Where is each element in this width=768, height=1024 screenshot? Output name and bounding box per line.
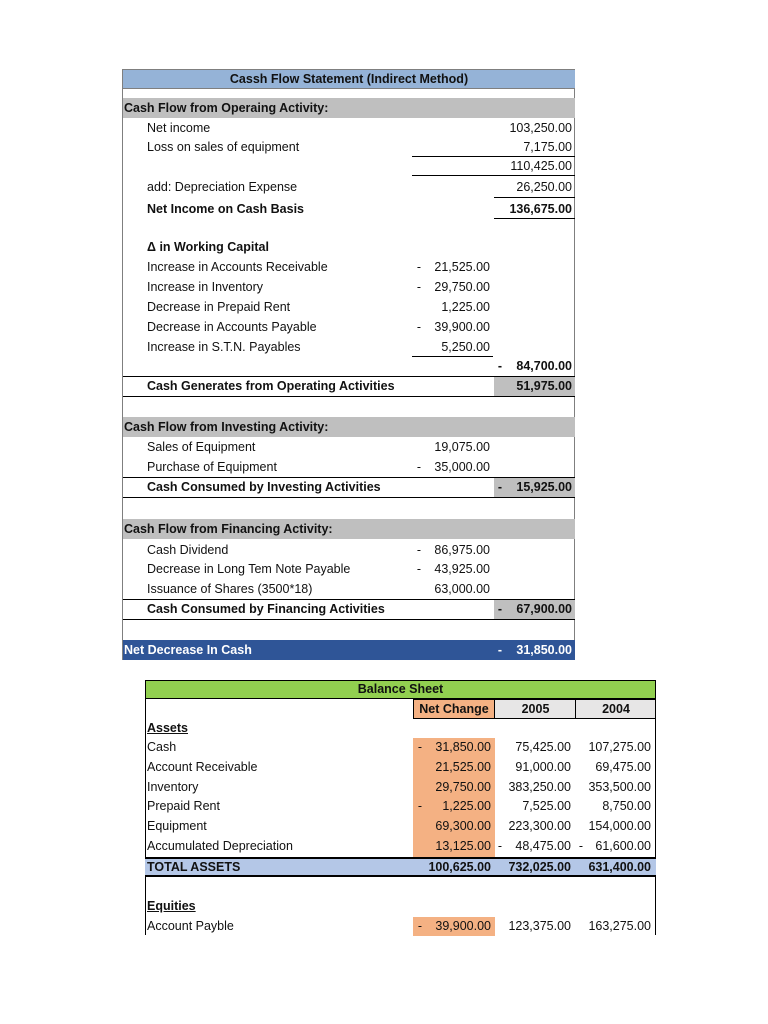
operating-total-label: Cash Generates from Operating Activities (147, 379, 395, 393)
financing-total-bottom-rule (123, 619, 575, 620)
total-assets-net: 100,625.00 (428, 860, 491, 874)
financing-item-value: 43,925.00 (434, 562, 490, 576)
wc-total-value: 84,700.00 (516, 359, 572, 373)
total-assets-2004: 631,400.00 (588, 860, 651, 874)
bs-col-2005: 2005 (521, 702, 550, 716)
investing-item-value: 19,075.00 (434, 440, 490, 454)
asset-row-label: Account Receivable (147, 760, 258, 774)
wc-item-sign: - (416, 320, 422, 334)
total-assets-label: TOTAL ASSETS (147, 860, 241, 874)
wc-item-value: 29,750.00 (434, 280, 490, 294)
wc-item-label: Decrease in Accounts Payable (147, 320, 317, 334)
asset-2004-value: 8,750.00 (602, 799, 651, 813)
asset-2004-value: 154,000.00 (588, 819, 651, 833)
asset-2004-value: 69,475.00 (595, 760, 651, 774)
asset-2004-value: 107,275.00 (588, 740, 651, 754)
asset-row-label: Accumulated Depreciation (147, 839, 293, 853)
equity-2004-value: 163,275.00 (588, 919, 651, 933)
asset-2005-value: 91,000.00 (515, 760, 571, 774)
wc-item-label: Increase in Inventory (147, 280, 264, 294)
cash-basis-rule (494, 218, 575, 219)
operating-total-value: 51,975.00 (516, 379, 572, 393)
asset-row-label: Cash (147, 740, 177, 754)
equity-2005-value: 123,375.00 (508, 919, 571, 933)
total-assets-2005: 732,025.00 (508, 860, 571, 874)
net-income-label: Net income (147, 121, 211, 135)
cash-basis-value: 136,675.00 (509, 202, 572, 216)
wc-item-label: Increase in Accounts Receivable (147, 260, 328, 274)
investing-item-label: Purchase of Equipment (147, 460, 277, 474)
wc-item-label: Increase in S.T.N. Payables (147, 340, 301, 354)
equity-row-label: Account Payble (147, 919, 234, 933)
net-decrease-sign: - (497, 643, 503, 657)
financing-item-label: Issuance of Shares (3500*18) (147, 582, 313, 596)
asset-net-value: 13,125.00 (435, 839, 491, 853)
wc-rule (412, 356, 493, 357)
financing-item-sign: - (416, 562, 422, 576)
wc-item-value: 21,525.00 (434, 260, 490, 274)
asset-net-sign: - (417, 740, 423, 754)
subtotal-value: 110,425.00 (510, 159, 572, 173)
asset-2004-sign: - (578, 839, 584, 853)
asset-2004-value: 61,600.00 (595, 839, 651, 853)
depreciation-value: 26,250.00 (516, 180, 572, 194)
asset-net-value: 21,525.00 (435, 760, 491, 774)
financing-item-value: 63,000.00 (434, 582, 490, 596)
wc-item-value: 1,225.00 (441, 300, 490, 314)
asset-row-label: Prepaid Rent (147, 799, 220, 813)
subtotal-bottom-rule (412, 175, 575, 176)
financing-item-label: Decrease in Long Tem Note Payable (147, 562, 351, 576)
cash-basis-label: Net Income on Cash Basis (147, 202, 304, 216)
investing-total-value: 15,925.00 (516, 480, 572, 494)
operating-header: Cash Flow from Operaing Activity: (124, 101, 329, 115)
loss-value: 7,175.00 (523, 140, 572, 154)
financing-item-value: 86,975.00 (434, 543, 490, 557)
bs-right-border (655, 699, 656, 935)
depreciation-label: add: Depreciation Expense (147, 180, 298, 194)
equities-label: Equities (147, 899, 196, 913)
asset-net-value: 29,750.00 (435, 780, 491, 794)
bs-left-border (145, 699, 146, 935)
bs-col-net-change: Net Change (419, 702, 489, 716)
investing-item-value: 35,000.00 (434, 460, 490, 474)
asset-2005-value: 7,525.00 (522, 799, 571, 813)
loss-label: Loss on sales of equipment (147, 140, 300, 154)
net-decrease-value: 31,850.00 (516, 643, 572, 657)
investing-item-sign: - (416, 460, 422, 474)
asset-net-sign: - (417, 799, 423, 813)
asset-row-label: Equipment (147, 819, 207, 833)
wc-item-value: 39,900.00 (434, 320, 490, 334)
asset-2005-value: 383,250.00 (508, 780, 571, 794)
bs-title: Balance Sheet (357, 682, 444, 696)
wc-item-label: Decrease in Prepaid Rent (147, 300, 291, 314)
investing-item-label: Sales of Equipment (147, 440, 256, 454)
asset-net-value: 69,300.00 (435, 819, 491, 833)
asset-row-label: Inventory (147, 780, 199, 794)
financing-total-sign: - (497, 602, 503, 616)
asset-2005-value: 48,475.00 (515, 839, 571, 853)
investing-total-bottom-rule (123, 497, 575, 498)
wc-item-sign: - (416, 260, 422, 274)
bs-col-2004: 2004 (602, 702, 630, 716)
equity-net-value: 39,900.00 (435, 919, 491, 933)
asset-2004-value: 353,500.00 (588, 780, 651, 794)
cf-title: Cassh Flow Statement (Indirect Method) (229, 72, 469, 86)
asset-net-value: 1,225.00 (442, 799, 491, 813)
asset-2005-value: 223,300.00 (508, 819, 571, 833)
financing-item-sign: - (416, 543, 422, 557)
net-income-value: 103,250.00 (509, 121, 572, 135)
net-decrease-label: Net Decrease In Cash (124, 643, 252, 657)
asset-net-value: 31,850.00 (435, 740, 491, 754)
asset-2005-sign: - (497, 839, 503, 853)
equity-net-sign: - (417, 919, 423, 933)
wc-item-sign: - (416, 280, 422, 294)
depreciation-rule (494, 197, 575, 198)
financing-item-label: Cash Dividend (147, 543, 229, 557)
investing-total-sign: - (497, 480, 503, 494)
working-capital-label: Δ in Working Capital (147, 240, 269, 254)
wc-item-value: 5,250.00 (441, 340, 490, 354)
asset-2005-value: 75,425.00 (515, 740, 571, 754)
operating-total-bottom-rule (123, 396, 575, 397)
investing-header: Cash Flow from Investing Activity: (124, 420, 329, 434)
financing-total-value: 67,900.00 (516, 602, 572, 616)
financing-total-label: Cash Consumed by Financing Activities (147, 602, 385, 616)
investing-total-label: Cash Consumed by Investing Activities (147, 480, 381, 494)
wc-total-sign: - (497, 359, 503, 373)
assets-label: Assets (147, 721, 188, 735)
financing-header: Cash Flow from Financing Activity: (124, 522, 333, 536)
